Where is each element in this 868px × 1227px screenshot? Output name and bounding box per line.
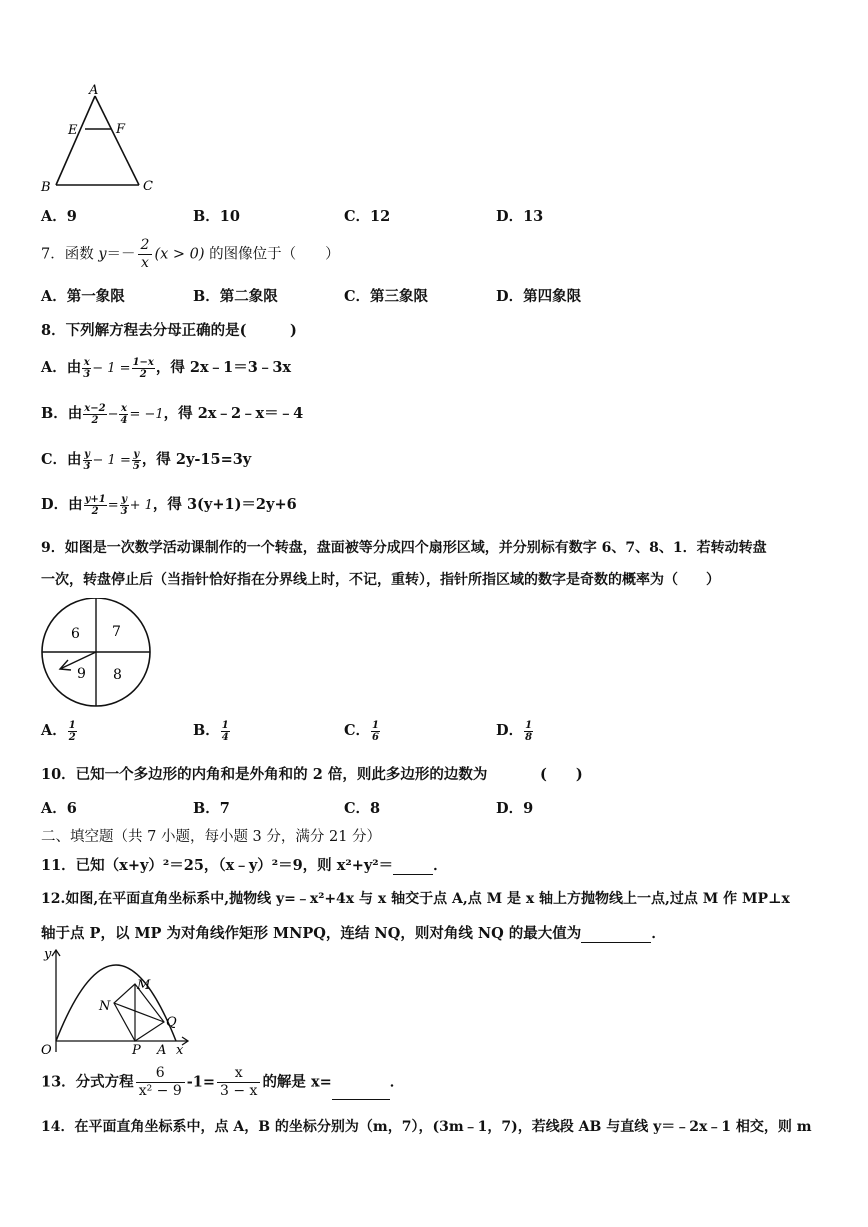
sector-label-tr: 7 bbox=[112, 624, 121, 640]
sector-label-br: 8 bbox=[113, 667, 122, 683]
q7-option-a: A．第一象限 bbox=[41, 288, 125, 305]
label-a: A bbox=[157, 1043, 167, 1058]
q6-option-d: D．13 bbox=[496, 208, 544, 225]
q13-stem: 13．分式方程 $\frac{6}{\text{x² − 9}}$ -1= $\frac{x}{3 - x}$ 的解是 x= ． bbox=[41, 1065, 405, 1099]
label-a: A bbox=[89, 83, 99, 98]
q11-stem: 11．已知（x+y）²＝25，（x﹣y）²＝9，则 x²+y²＝ ． bbox=[41, 857, 448, 874]
q9-stem-line1: 9．如图是一次数学活动课制作的一个转盘，盘面被等分成四个扇形区域，并分别标有数字 6、7、8、1．若转动转盘 bbox=[41, 540, 767, 556]
q10-option-a: A．6 bbox=[41, 800, 77, 817]
label-e: E bbox=[68, 123, 78, 138]
q8-stem: 8．下列解方程去分母正确的是( ) bbox=[41, 322, 297, 339]
q11-answer-blank[interactable] bbox=[393, 860, 433, 875]
q8-option-c: C．由 $\frac{y}{3}$ − 1 = $\frac{y}{5}$ ，得 2y-15=3y bbox=[41, 448, 252, 472]
label-m: M bbox=[137, 978, 151, 993]
q9-option-a: A． $\frac{1}{2}$ bbox=[41, 719, 76, 743]
label-f: F bbox=[116, 122, 126, 137]
q7-option-c: C．第三象限 bbox=[344, 288, 429, 305]
q10-stem: 10．已知一个多边形的内角和是外角和的 2 倍，则此多边形的边数为 bbox=[41, 766, 488, 783]
q12-answer-blank[interactable] bbox=[581, 928, 651, 943]
q10-option-b: B．7 bbox=[193, 800, 230, 817]
label-b: B bbox=[41, 180, 51, 194]
parabola-figure bbox=[36, 944, 196, 1060]
q9-option-d: D． $\frac{1}{8}$ bbox=[496, 719, 533, 743]
label-p: P bbox=[132, 1043, 141, 1058]
spinner-wheel-figure bbox=[36, 598, 158, 708]
q9-option-b: B． $\frac{1}{4}$ bbox=[193, 719, 229, 743]
label-q: Q bbox=[166, 1015, 177, 1030]
label-x: x bbox=[176, 1043, 184, 1058]
sector-label-bl: 9 bbox=[77, 666, 86, 682]
q9-option-c: C． $\frac{1}{6}$ bbox=[344, 719, 380, 743]
triangle-figure bbox=[36, 82, 166, 194]
q8-option-a: A．由 $\frac{x}{3}$ − 1 = $\frac{1-x}{2}$ ，得 2x﹣1＝3﹣3x bbox=[41, 356, 292, 380]
q7-option-b: B．第二象限 bbox=[193, 288, 278, 305]
section-2-heading: 二、填空题（共 7 小题，每小题 3 分，满分 21 分） bbox=[41, 829, 382, 845]
q6-option-a: A．9 bbox=[41, 208, 77, 225]
q6-option-b: B．10 bbox=[193, 208, 240, 225]
q12-stem-line2: 轴于点 P，以 MP 为对角线作矩形 MNPQ，连结 NQ，则对角线 NQ 的最大值为 ． bbox=[41, 925, 666, 942]
q14-stem: 14．在平面直角坐标系中，点 A，B 的坐标分别为（m，7），(3m﹣1，7)，若线段 AB 与直线 y＝﹣2x﹣1 相交，则 m bbox=[41, 1119, 812, 1135]
q10-option-c: C．8 bbox=[344, 800, 381, 817]
q10-option-d: D．9 bbox=[496, 800, 534, 817]
q8-option-d: D．由 $\frac{y+1}{2}$ = $\frac{y}{3}$ + 1，得 3(y+1)＝2y+6 bbox=[41, 493, 297, 517]
q7-option-d: D．第四象限 bbox=[496, 288, 582, 305]
label-n: N bbox=[99, 999, 111, 1014]
q6-option-c: C．12 bbox=[344, 208, 391, 225]
label-y: y bbox=[44, 947, 52, 962]
q7-stem: 7．函数 y＝－ $\frac{2}{x}$ (x > 0) 的图像位于（ ） bbox=[41, 237, 340, 271]
q13-answer-blank[interactable] bbox=[332, 1085, 390, 1100]
label-o: O bbox=[41, 1043, 52, 1058]
q12-stem-line1: 12.如图,在平面直角坐标系中,抛物线 y=﹣x²+4x 与 x 轴交于点 A,点 M 是 x 轴上方抛物线上一点,过点 M 作 MP⊥x bbox=[41, 891, 790, 907]
q10-paren: ( ) bbox=[540, 766, 583, 783]
q8-option-b: B．由 $\frac{x-2}{2}$ − $\frac{x}{4}$ = −1，得 2x﹣2﹣x＝﹣4 bbox=[41, 402, 304, 426]
q9-stem-line2: 一次，转盘停止后（当指针恰好指在分界线上时，不记，重转），指针所指区域的数字是奇数的概率为（ ） bbox=[41, 572, 720, 588]
label-c: C bbox=[143, 179, 153, 194]
sector-label-tl: 6 bbox=[71, 626, 80, 642]
